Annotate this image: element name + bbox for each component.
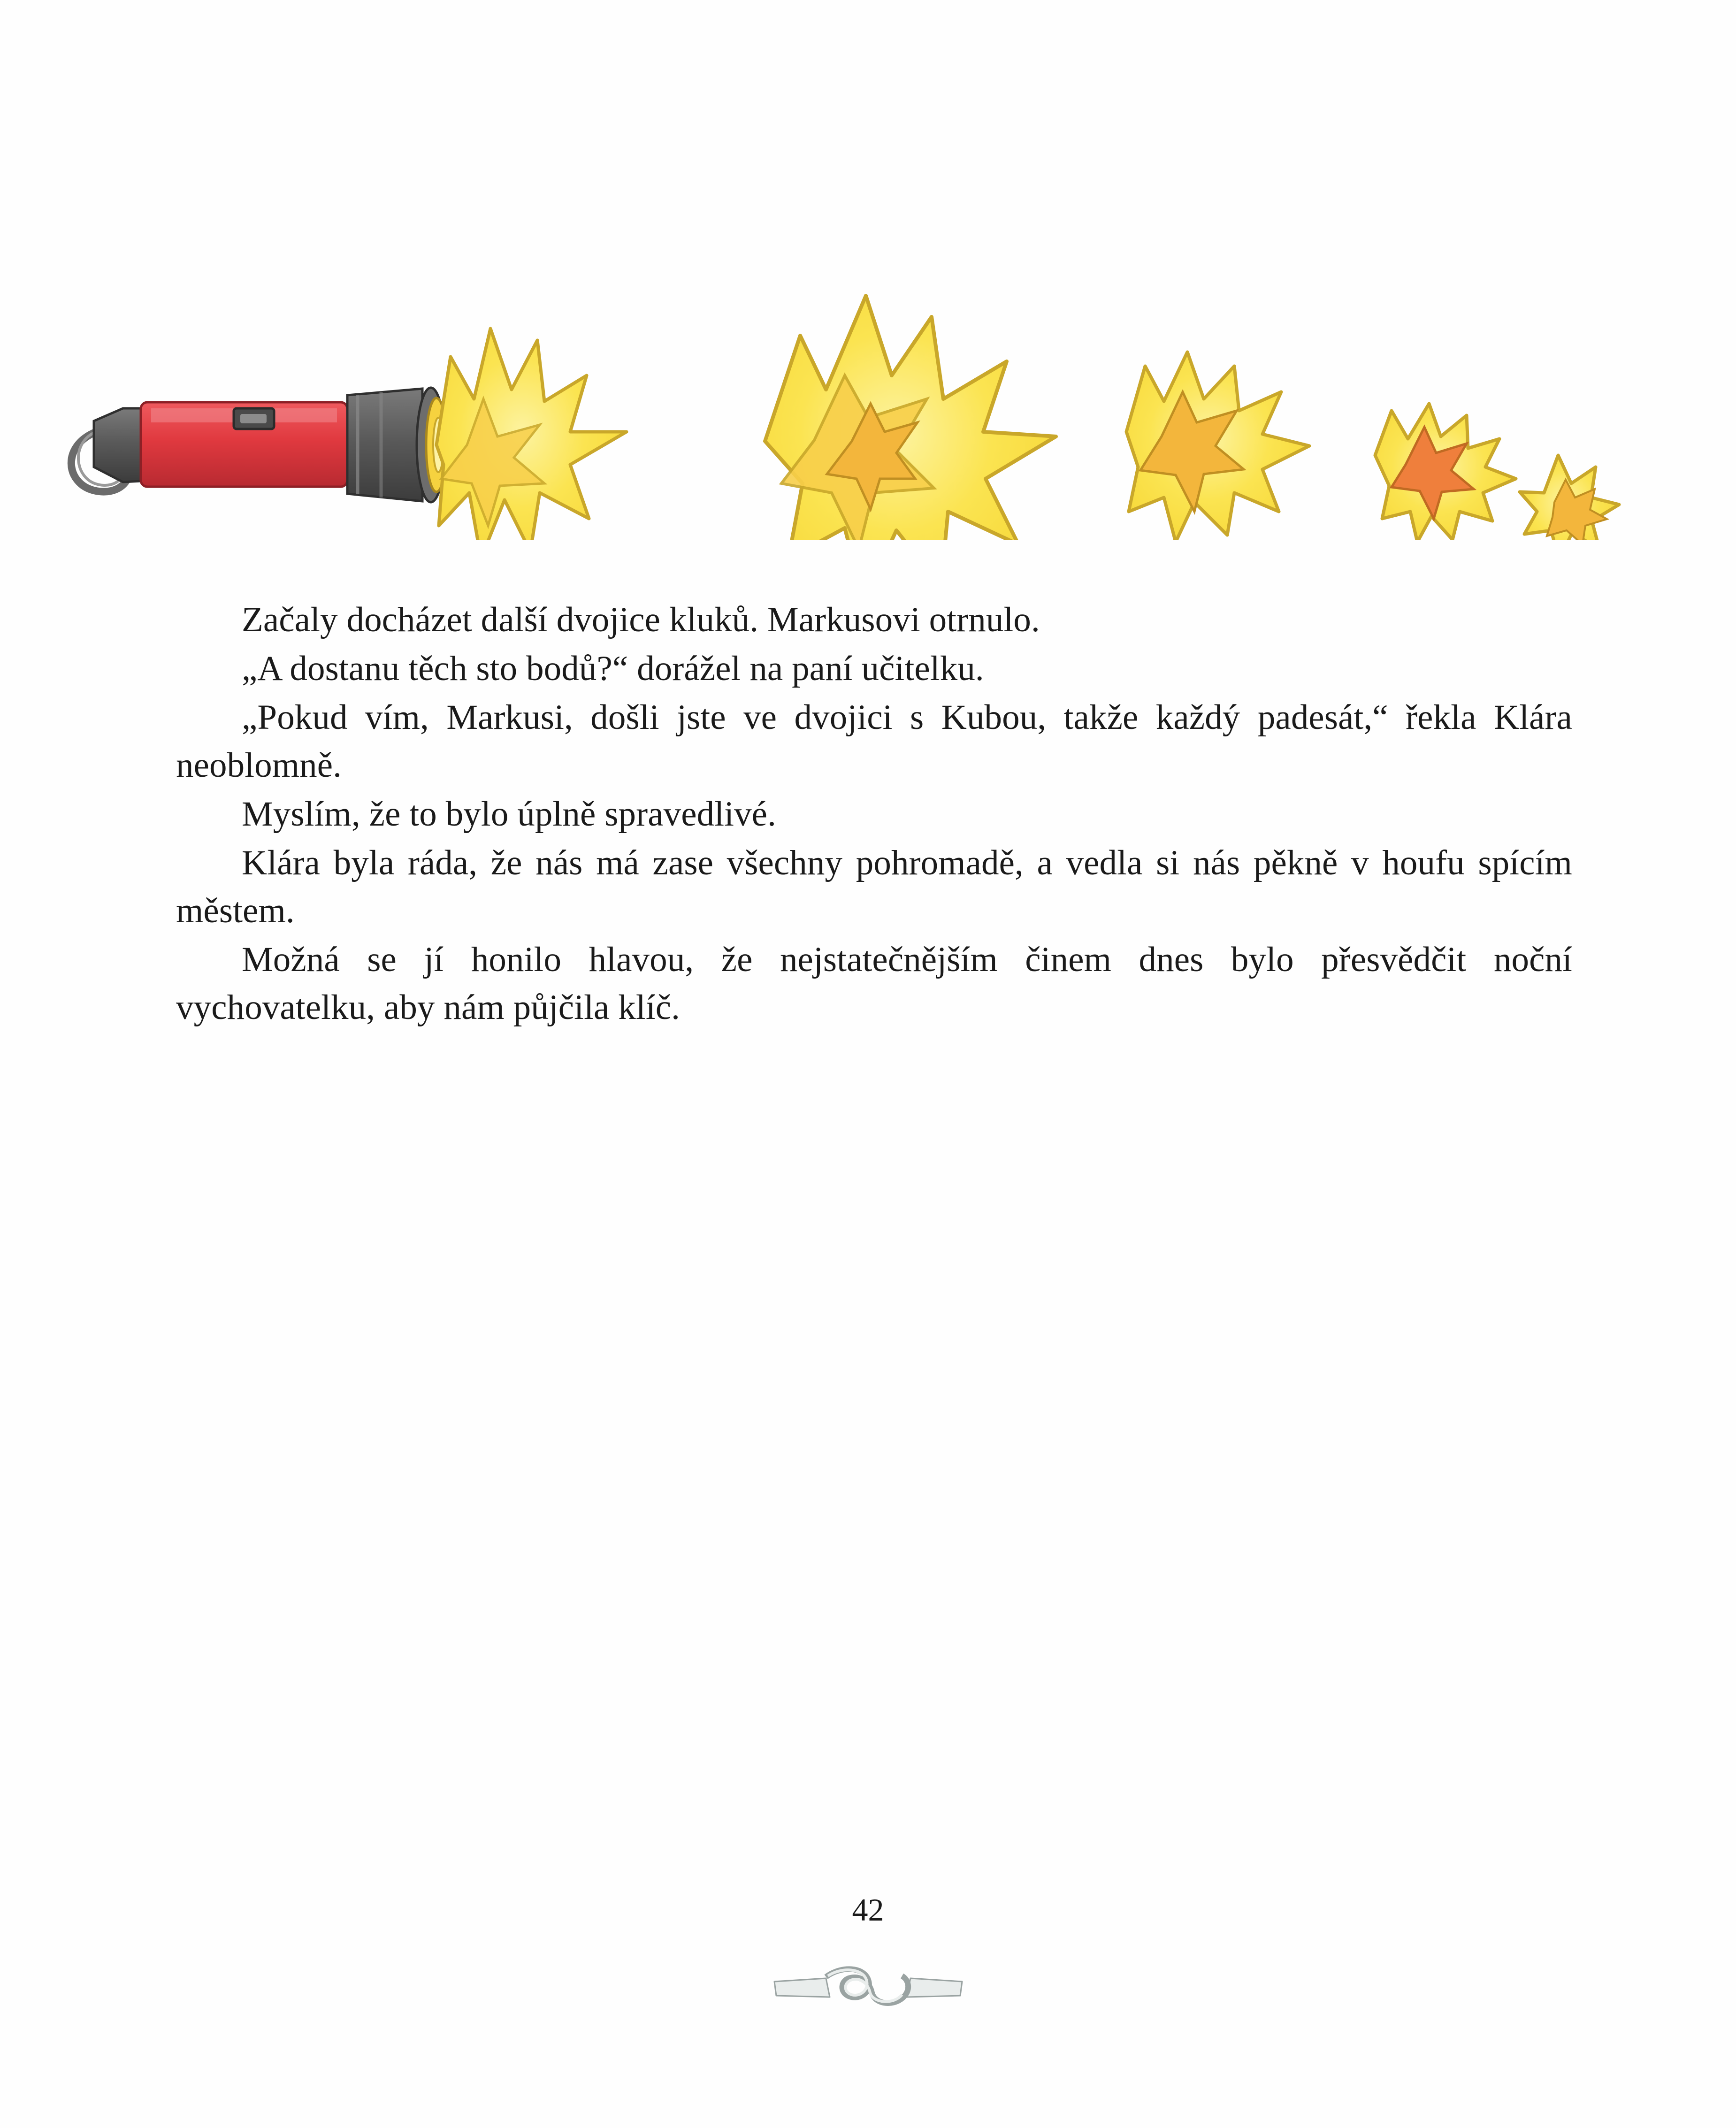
light-burst-1: [436, 329, 627, 540]
flashlight-icon: [71, 388, 447, 502]
paragraph: Klára byla ráda, že nás má zase všechny pohromadě, a vedla si nás pěkně v houfu spícím městem.: [176, 843, 1572, 930]
paragraph: Myslím, že to bylo úplně spravedlivé.: [242, 795, 776, 834]
light-burst-2: [765, 296, 1056, 540]
light-burst-5: [1520, 455, 1619, 540]
paragraph: Možná se jí honilo hlavou, že nejstatečnějším činem dnes bylo přesvědčit noční vychovatelku, aby nám půjčila klíč.: [176, 940, 1572, 1027]
page-number: 42: [852, 1892, 884, 1928]
paragraph: „Pokud vím, Markusi, došli jste ve dvojici s Kubou, takže každý padesát,“ řekla Klára neoblomně.: [176, 698, 1572, 785]
light-burst-3: [1126, 352, 1309, 540]
paragraph: Začaly docházet další dvojice kluků. Markusovi otrnulo.: [242, 600, 1040, 639]
paragraph: „A dostanu těch sto bodů?“ dorážel na paní učitelku.: [242, 649, 984, 688]
knotted-ribbon-ornament: [770, 1952, 967, 2023]
light-burst-4: [1375, 404, 1516, 540]
body-text: [176, 596, 1572, 1033]
chapter-illustration: [0, 155, 1736, 540]
